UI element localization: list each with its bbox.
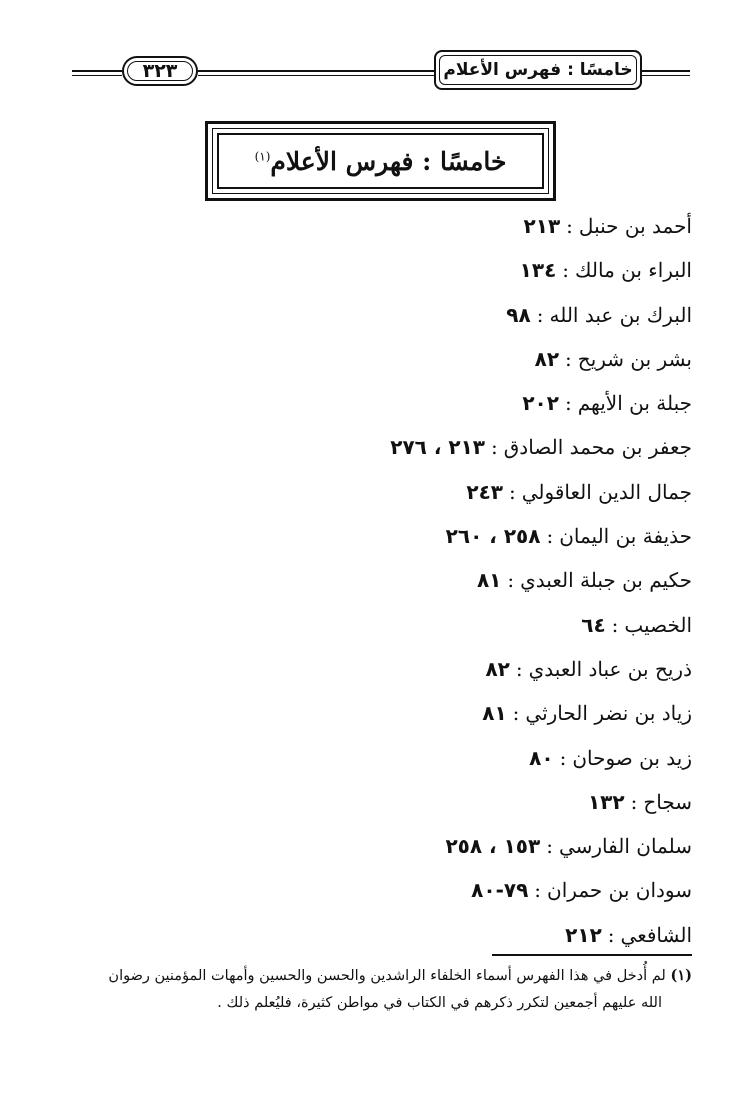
entry-name: سلمان الفارسي: [558, 834, 692, 859]
frame-content: [217, 133, 544, 189]
index-entry: [92, 780, 692, 824]
header-rule-middle: [198, 70, 434, 76]
entry-pages: ٢١٢: [565, 922, 602, 947]
chapter-title-frame: [205, 121, 556, 201]
entry-pages: ٢١٣ ، ٢٧٦: [390, 435, 486, 460]
chapter-title: [255, 147, 507, 176]
index-entry: [92, 736, 692, 780]
page-number: ٣٢٣: [122, 56, 198, 86]
index-entry: [92, 337, 692, 381]
entry-separator: :: [566, 214, 573, 238]
index-entry: [92, 824, 692, 868]
entry-name: جعفر بن محمد الصادق: [503, 435, 692, 460]
entry-pages: ٢١٣: [523, 214, 561, 238]
entry-name: حذيفة بن اليمان: [559, 524, 692, 549]
entry-name: أحمد بن حنبل: [578, 214, 692, 238]
entry-pages: ٨٠: [529, 745, 554, 770]
entry-pages: ٧٩-٨٠: [471, 878, 529, 903]
chapter-footnote-ref: (١): [254, 149, 271, 164]
entry-pages: ٩٨: [506, 302, 531, 327]
entry-name: سودان بن حمران: [547, 878, 692, 903]
entry-name: جبلة بن الأيهم: [577, 391, 692, 416]
entry-separator: :: [559, 745, 567, 770]
entry-name: زياد بن نضر الحارثي: [525, 701, 692, 726]
entry-pages: ٨١: [476, 568, 502, 593]
header-rule-left: [72, 70, 122, 76]
entry-name: حكيم بن جبلة العبدي: [520, 568, 692, 593]
index-entry: [92, 868, 692, 912]
index-entry: [92, 470, 692, 514]
entry-name: البرك بن عبد الله: [549, 302, 692, 327]
entry-separator: :: [546, 834, 553, 859]
index-entry: [92, 425, 692, 469]
entry-separator: :: [515, 656, 523, 681]
entry-name: زيد بن صوحان: [572, 745, 692, 770]
entry-separator: :: [565, 346, 572, 371]
entry-pages: ١٥٣ ، ٢٥٨: [445, 834, 541, 859]
footnote: [57, 962, 692, 1017]
entry-separator: :: [611, 612, 619, 637]
entry-name: الخصيب: [624, 612, 692, 637]
index-entry: [92, 691, 692, 735]
header-rule-right: [642, 70, 690, 76]
chapter-title-text: خامسًا : فهرس الأعلام: [270, 146, 507, 176]
entry-separator: :: [546, 524, 554, 549]
entry-separator: :: [508, 479, 516, 504]
entry-name: جمال الدين العاقولي: [521, 479, 692, 504]
index-entry: [92, 381, 692, 425]
running-title: خامسًا : فهرس الأعلام: [434, 50, 642, 90]
index-entry-list: [92, 204, 692, 957]
entry-separator: :: [536, 302, 544, 327]
entry-separator: :: [564, 391, 572, 416]
entry-name: سجاح: [643, 789, 692, 814]
index-entry: [92, 204, 692, 248]
index-entry: [92, 514, 692, 558]
entry-pages: ١٣٤: [519, 258, 557, 283]
entry-pages: ٢٥٨ ، ٢٦٠: [445, 524, 541, 549]
index-entry: [92, 558, 692, 602]
footnote-marker: (١): [670, 967, 692, 984]
entry-name: ذريح بن عباد العبدي: [528, 656, 692, 681]
index-entry: [92, 293, 692, 337]
index-entry: [92, 647, 692, 691]
entry-separator: :: [630, 789, 638, 814]
entry-separator: :: [512, 701, 520, 726]
entry-separator: :: [562, 258, 570, 283]
index-entry: [92, 603, 692, 647]
entry-pages: ٨٢: [485, 656, 510, 681]
entry-pages: ٦٤: [581, 612, 606, 637]
entry-pages: ١٣٢: [587, 789, 625, 814]
entry-name: البراء بن مالك: [575, 258, 692, 283]
footnote-line-1: لم أُدخل في هذا الفهرس أسماء الخلفاء الراشدين والحسن والحسين وأمهات المؤمنين رضوان: [108, 968, 666, 984]
entry-separator: :: [491, 435, 498, 460]
footnote-rule: [492, 954, 692, 956]
entry-pages: ٢٠٢: [522, 391, 559, 416]
index-entry: [92, 248, 692, 292]
entry-pages: ٢٤٣: [466, 479, 503, 504]
entry-name: بشر بن شريح: [577, 346, 692, 371]
footnote-line-2: الله عليهم أجمعين لتكرر ذكرهم في الكتاب في مواطن كثيرة، فليُعلم ذلك .: [217, 995, 662, 1011]
entry-pages: ٨٢: [534, 346, 560, 371]
entry-pages: ٨١: [482, 701, 507, 726]
entry-separator: :: [534, 878, 542, 903]
entry-name: الشافعي: [620, 922, 692, 947]
entry-separator: :: [507, 568, 515, 593]
entry-separator: :: [607, 922, 615, 947]
index-entry: [92, 913, 692, 957]
